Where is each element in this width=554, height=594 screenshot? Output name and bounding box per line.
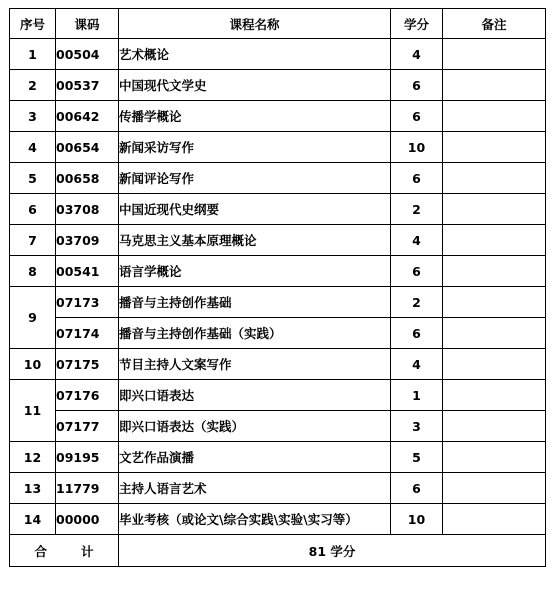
course-credits: 1 [391, 380, 443, 411]
table-row [10, 473, 546, 504]
course-code: 00504 [56, 39, 119, 70]
course-note [443, 225, 546, 256]
course-name: 中国近现代史纲要 [119, 194, 391, 225]
course-code: 00658 [56, 163, 119, 194]
row-index: 10 [10, 349, 56, 380]
header-credits: 学分 [391, 9, 443, 39]
table-row [10, 70, 546, 101]
course-credits: 10 [391, 504, 443, 535]
course-credits: 2 [391, 194, 443, 225]
row-index: 13 [10, 473, 56, 504]
course-name: 毕业考核（或论文\综合实践\实验\实习等） [119, 504, 391, 535]
course-code: 07175 [56, 349, 119, 380]
course-note [443, 132, 546, 163]
course-plan-document [9, 8, 545, 567]
course-table [9, 8, 546, 567]
course-note [443, 318, 546, 349]
table-row [10, 318, 546, 349]
course-table-body [10, 39, 546, 535]
course-credits: 6 [391, 473, 443, 504]
course-note [443, 380, 546, 411]
course-credits: 5 [391, 442, 443, 473]
header-notes: 备注 [443, 9, 546, 39]
header-course-code: 课码 [56, 9, 119, 39]
total-label-right: 计 [81, 543, 94, 559]
course-credits: 6 [391, 70, 443, 101]
course-note [443, 194, 546, 225]
total-label [10, 535, 119, 567]
table-row [10, 287, 546, 318]
row-index: 12 [10, 442, 56, 473]
course-credits: 6 [391, 256, 443, 287]
course-code: 07173 [56, 287, 119, 318]
course-note [443, 504, 546, 535]
course-credits: 6 [391, 101, 443, 132]
row-index: 6 [10, 194, 56, 225]
table-row [10, 225, 546, 256]
header-index: 序号 [10, 9, 56, 39]
course-name: 播音与主持创作基础 [119, 287, 391, 318]
table-row [10, 442, 546, 473]
row-index: 1 [10, 39, 56, 70]
row-index: 8 [10, 256, 56, 287]
course-name: 传播学概论 [119, 101, 391, 132]
table-row [10, 349, 546, 380]
course-name: 节目主持人文案写作 [119, 349, 391, 380]
table-header-row [10, 9, 546, 39]
header-course-name: 课程名称 [119, 9, 391, 39]
course-code: 07174 [56, 318, 119, 349]
course-name: 新闻评论写作 [119, 163, 391, 194]
course-code: 07177 [56, 411, 119, 442]
row-index: 7 [10, 225, 56, 256]
course-note [443, 101, 546, 132]
course-code: 00537 [56, 70, 119, 101]
total-row [10, 535, 546, 567]
course-credits: 6 [391, 163, 443, 194]
course-note [443, 287, 546, 318]
course-note [443, 256, 546, 287]
course-code: 00541 [56, 256, 119, 287]
table-row [10, 39, 546, 70]
table-row [10, 411, 546, 442]
course-name: 即兴口语表达 [119, 380, 391, 411]
course-code: 11779 [56, 473, 119, 504]
course-note [443, 442, 546, 473]
total-credits-value: 81 学分 [119, 535, 546, 567]
course-name: 播音与主持创作基础（实践） [119, 318, 391, 349]
course-note [443, 411, 546, 442]
course-name: 中国现代文学史 [119, 70, 391, 101]
course-code: 00000 [56, 504, 119, 535]
course-name: 艺术概论 [119, 39, 391, 70]
table-row [10, 132, 546, 163]
row-index: 5 [10, 163, 56, 194]
course-credits: 10 [391, 132, 443, 163]
course-name: 新闻采访写作 [119, 132, 391, 163]
course-note [443, 163, 546, 194]
course-credits: 6 [391, 318, 443, 349]
table-row [10, 194, 546, 225]
course-code: 00642 [56, 101, 119, 132]
table-row [10, 380, 546, 411]
course-name: 即兴口语表达（实践） [119, 411, 391, 442]
course-credits: 4 [391, 39, 443, 70]
row-index: 2 [10, 70, 56, 101]
course-credits: 4 [391, 225, 443, 256]
course-code: 09195 [56, 442, 119, 473]
row-index: 11 [10, 380, 56, 442]
course-name: 文艺作品演播 [119, 442, 391, 473]
table-row [10, 504, 546, 535]
course-note [443, 349, 546, 380]
course-note [443, 39, 546, 70]
row-index: 4 [10, 132, 56, 163]
course-code: 03708 [56, 194, 119, 225]
course-credits: 2 [391, 287, 443, 318]
course-note [443, 70, 546, 101]
course-code: 00654 [56, 132, 119, 163]
row-index: 3 [10, 101, 56, 132]
row-index: 9 [10, 287, 56, 349]
course-name: 马克思主义基本原理概论 [119, 225, 391, 256]
row-index: 14 [10, 504, 56, 535]
course-name: 主持人语言艺术 [119, 473, 391, 504]
course-code: 03709 [56, 225, 119, 256]
course-credits: 4 [391, 349, 443, 380]
table-row [10, 256, 546, 287]
course-note [443, 473, 546, 504]
table-row [10, 163, 546, 194]
total-label-left: 合 [34, 543, 47, 559]
table-row [10, 101, 546, 132]
course-credits: 3 [391, 411, 443, 442]
course-code: 07176 [56, 380, 119, 411]
course-name: 语言学概论 [119, 256, 391, 287]
